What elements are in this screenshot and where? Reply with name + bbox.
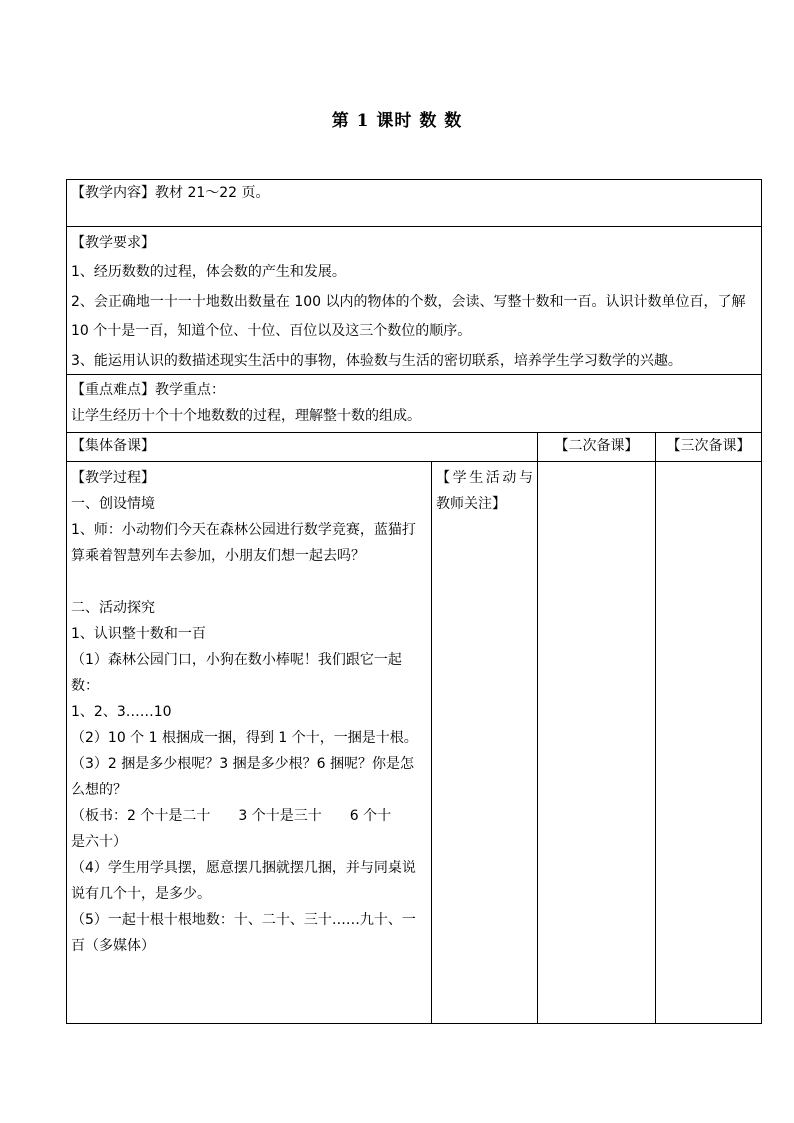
process-heading: 【教学过程】 bbox=[71, 470, 155, 486]
collective-prep-header bbox=[67, 433, 538, 462]
subsection-title: 1、认识整十数和一百 bbox=[71, 626, 206, 642]
board-note: 是六十） bbox=[71, 834, 127, 850]
third-prep-cell bbox=[656, 462, 762, 1024]
key-points-heading: 【重点难点】教学重点： bbox=[71, 382, 225, 398]
second-prep-header bbox=[538, 433, 656, 462]
student-activity-cell bbox=[432, 462, 538, 1024]
collective-prep-label: 【集体备课】 bbox=[71, 438, 155, 454]
lesson-plan-table bbox=[66, 179, 762, 1024]
key-points-text: 让学生经历十个十个地数数的过程，理解整十数的组成。 bbox=[71, 408, 421, 424]
board-note: （板书：2 个十是二十 3 个十是三十 6 个十 bbox=[71, 808, 392, 824]
teaching-content-text: 【教学内容】教材 21～22 页。 bbox=[71, 185, 270, 201]
count-line: 1、2、3……10 bbox=[71, 704, 172, 720]
process-step: （4）学生用学具摆，愿意摆几捆就摆几捆，并与同桌说说有几个十，是多少。 bbox=[71, 860, 416, 902]
section-title: 二、活动探究 bbox=[71, 600, 155, 616]
requirements-cell bbox=[67, 227, 762, 375]
student-activity-header: 【学生活动与教师关注】 bbox=[436, 470, 533, 512]
process-step: （3）2 捆是多少根呢？3 捆是多少根？6 捆呢？你是怎么想的？ bbox=[71, 756, 414, 798]
teaching-content-cell bbox=[67, 180, 762, 227]
second-prep-cell bbox=[538, 462, 656, 1024]
requirement-item: 1、经历数数的过程，体会数的产生和发展。 bbox=[71, 264, 346, 280]
section-title: 一、创设情境 bbox=[71, 496, 155, 512]
requirements-heading: 【教学要求】 bbox=[71, 235, 155, 251]
second-prep-label: 【二次备课】 bbox=[554, 438, 639, 454]
blank-line bbox=[71, 569, 427, 595]
section-text: 1、师：小动物们今天在森林公园进行数学竞赛，蓝猫打算乘着智慧列车去参加，小朋友们想一起去吗？ bbox=[71, 522, 416, 564]
page-title: 第 1 课时 数 数 bbox=[331, 111, 463, 131]
requirement-item: 3、能运用认识的数描述现实生活中的事物，体验数与生活的密切联系，培养学生学习数学的兴趣。 bbox=[71, 353, 682, 369]
key-points-cell bbox=[67, 375, 762, 433]
process-step: （2）10 个 1 根捆成一捆，得到 1 个十，一捆是十根。 bbox=[71, 730, 418, 746]
teaching-process-cell bbox=[67, 462, 432, 1024]
third-prep-header bbox=[656, 433, 762, 462]
third-prep-label: 【三次备课】 bbox=[666, 438, 751, 454]
requirement-item: 2、会正确地一十一十地数出数量在 100 以内的物体的个数，会读、写整十数和一百。认识计数单位百，了解 10 个十是一百，知道个位、十位、百位以及这三个数位的顺序。 bbox=[71, 294, 746, 339]
process-step: （1）森林公园门口，小狗在数小棒呢！我们跟它一起数： bbox=[71, 652, 402, 694]
process-step: （5）一起十根十根地数：十、二十、三十……九十、一百（多媒体） bbox=[71, 912, 416, 954]
